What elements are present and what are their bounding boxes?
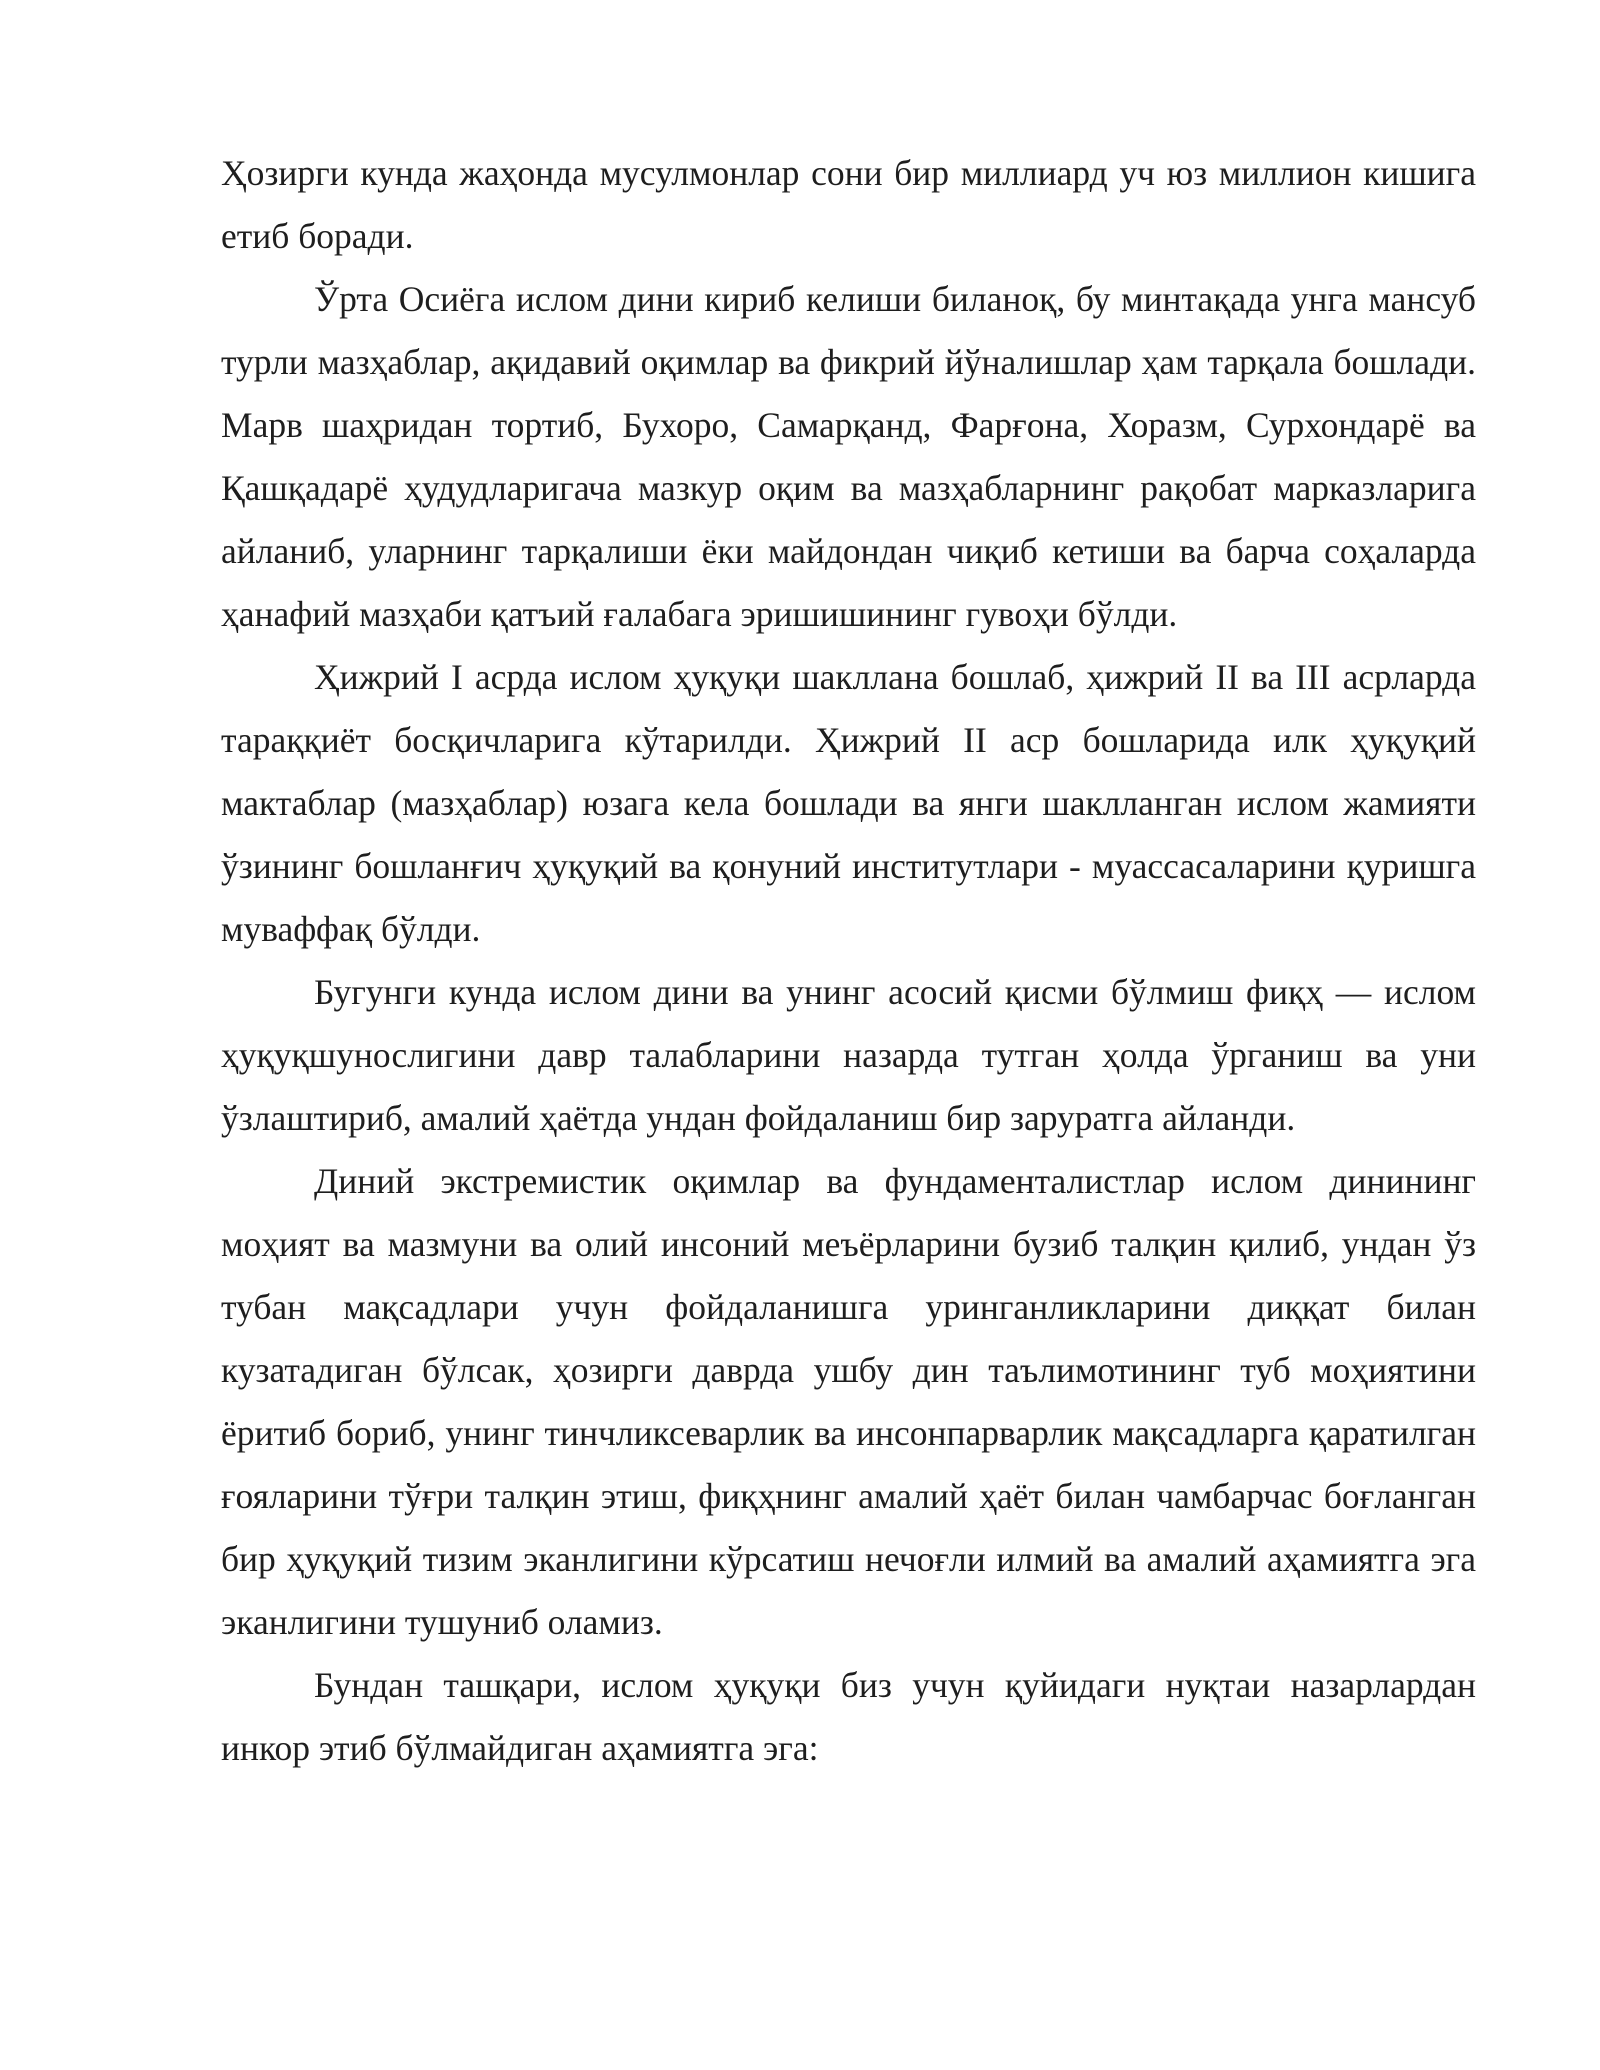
paragraph-3: Ҳижрий I асрда ислом ҳуқуқи шакллана бошлаб, ҳижрий II ва III асрларда тараққиёт босқичларига кўтарилди. Ҳижрий II аср бошларида илк ҳуқуқий мактаблар (мазҳаблар) юзага кела бошлади ва янги шаклланган ислом жамияти ўзининг бошланғич ҳуқуқий ва қонуний институтлари - муассасаларини қуришга муваффақ бўлди. <box>221 657 1476 949</box>
paragraph-4: Бугунги кунда ислом дини ва унинг асосий қисми бўлмиш фиқҳ — ислом ҳуқуқшунослигини давр талабларини назарда тутган ҳолда ўрганиш ва уни ўзлаштириб, амалий ҳаётда ундан фойдаланиш бир заруратга айланди. <box>221 972 1476 1138</box>
paragraph-5: Диний экстремистик оқимлар ва фундаменталистлар ислом динининг моҳият ва мазмуни ва олий инсоний меъёрларини бузиб талқин қилиб, ундан ўз тубан мақсадлари учун фойдаланишга уринганликларини диққат билан кузатадиган бўлсак, ҳозирги даврда ушбу дин таълимотининг туб моҳиятини ёритиб бориб, унинг тинчликсеварлик ва инсонпарварлик мақсадларга қаратилган ғояларини тўғри талқин этиш, фиқҳнинг амалий ҳаёт билан чамбарчас боғланган бир ҳуқуқий тизим эканлигини кўрсатиш нечоғли илмий ва амалий аҳамиятга эга эканлигини тушуниб оламиз. <box>221 1161 1476 1642</box>
document-body <box>221 142 1476 1780</box>
paragraph-2: Ўрта Осиёга ислом дини кириб келиши биланоқ, бу минтақада унга мансуб турли мазҳаблар, ақидавий оқимлар ва фикрий йўналишлар ҳам тарқала бошлади. Марв шаҳридан тортиб, Бухоро, Самарқанд, Фарғона, Хоразм, Сурхондарё ва Қашқадарё ҳудудларигача мазкур оқим ва мазҳабларнинг рақобат марказларига айланиб, уларнинг тарқалиши ёки майдондан чиқиб кетиши ва барча соҳаларда ҳанафий мазҳаби қатъий ғалабага эришишининг гувоҳи бўлди. <box>221 279 1476 634</box>
paragraph-6: Бундан ташқари, ислом ҳуқуқи биз учун қуйидаги нуқтаи назарлардан инкор этиб бўлмайдиган аҳамиятга эга: <box>221 1665 1476 1768</box>
paragraph-1: Ҳозирги кунда жаҳонда мусулмонлар сони бир миллиард уч юз миллион кишига етиб боради. <box>221 153 1476 256</box>
